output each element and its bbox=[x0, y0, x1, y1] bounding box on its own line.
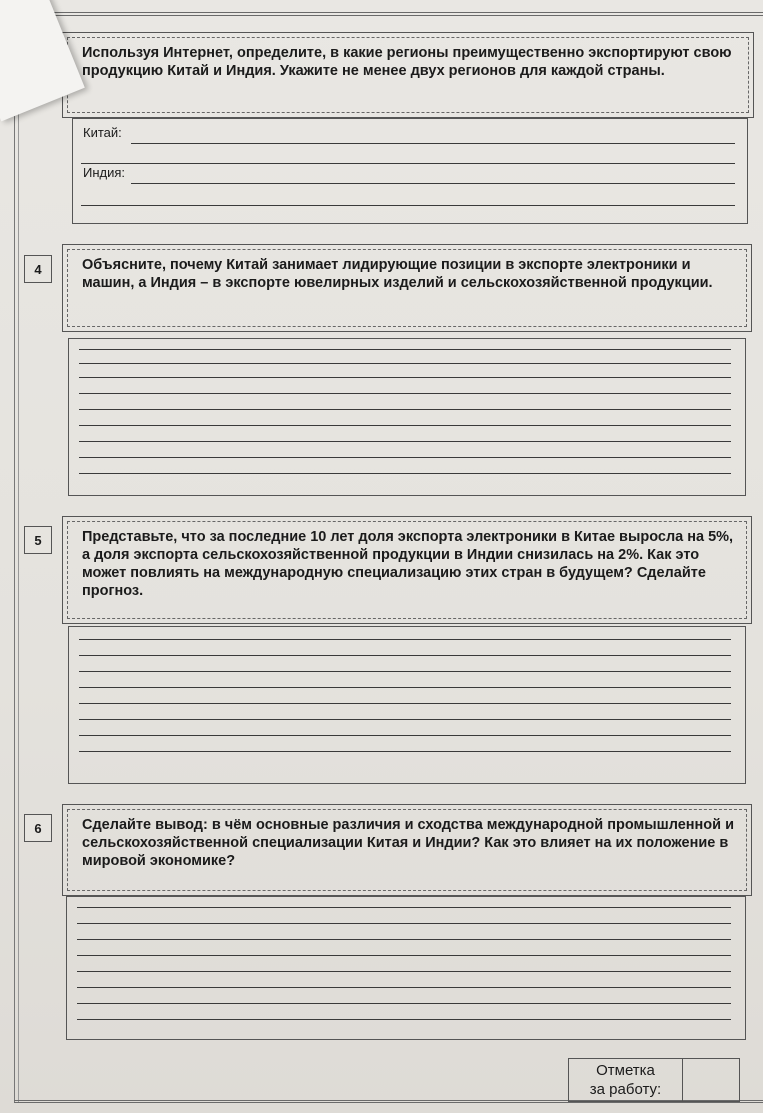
answer-line[interactable] bbox=[81, 163, 735, 164]
question-6-number: 6 bbox=[24, 814, 52, 842]
question-4-text: Объясните, почему Китай занимает лидирующие позиции в экспорте электроники и машин, а Индия – в экспорте ювелирных изделий и сельскохозяйственной продукции. bbox=[67, 249, 747, 327]
answer-line[interactable] bbox=[79, 751, 731, 752]
answer-line[interactable] bbox=[77, 907, 731, 908]
answer-line[interactable] bbox=[79, 671, 731, 672]
answer-line[interactable] bbox=[77, 971, 731, 972]
answer-line[interactable] bbox=[79, 655, 731, 656]
answer-line[interactable] bbox=[79, 377, 731, 378]
grade-box bbox=[568, 1058, 740, 1102]
question-5-box bbox=[62, 516, 752, 624]
answer-line[interactable] bbox=[79, 457, 731, 458]
left-border-inner bbox=[18, 40, 19, 1103]
answer-line[interactable] bbox=[77, 923, 731, 924]
answer-line[interactable] bbox=[79, 349, 731, 350]
question-6-answer-box[interactable] bbox=[66, 896, 746, 1040]
question-5-answer-box[interactable] bbox=[68, 626, 746, 784]
question-4-answer-box[interactable] bbox=[68, 338, 746, 496]
answer-line[interactable] bbox=[77, 1019, 731, 1020]
question-6-text: Сделайте вывод: в чём основные различия и сходства международной промышленной и сельскохозяйственной специализации Китая и Индии? Как это влияет на их положение в мировой экономике? bbox=[67, 809, 747, 891]
answer-line[interactable] bbox=[79, 393, 731, 394]
answer-line[interactable] bbox=[79, 441, 731, 442]
answer-line[interactable] bbox=[79, 703, 731, 704]
question-5-text: Представьте, что за последние 10 лет доля экспорта электроники в Китае выросла на 5%, а доля экспорта сельскохозяйственной продукции в Индии снизилась на 2%. Как это может повлиять на международную специализацию этих стран в будущем? Сделайте прогноз. bbox=[67, 521, 747, 619]
answer-line[interactable] bbox=[77, 939, 731, 940]
answer-line[interactable] bbox=[77, 955, 731, 956]
answer-line[interactable] bbox=[79, 687, 731, 688]
left-border bbox=[14, 40, 15, 1103]
answer-line[interactable] bbox=[79, 735, 731, 736]
answer-line[interactable] bbox=[79, 639, 731, 640]
question-5-number: 5 bbox=[24, 526, 52, 554]
answer-label-china: Китай: bbox=[83, 125, 122, 140]
top-border bbox=[50, 12, 763, 16]
answer-line[interactable] bbox=[79, 425, 731, 426]
answer-label-india: Индия: bbox=[83, 165, 126, 180]
answer-line[interactable] bbox=[79, 363, 731, 364]
question-3-text: Используя Интернет, определите, в какие регионы преимущественно экспортируют свою продукцию Китай и Индия. Укажите не менее двух регионов для каждой страны. bbox=[67, 37, 749, 113]
question-3-box bbox=[62, 32, 754, 118]
answer-line[interactable] bbox=[131, 143, 735, 144]
grade-label-line1: Отметка bbox=[596, 1062, 655, 1079]
question-3-answer-box[interactable] bbox=[72, 118, 748, 224]
answer-line[interactable] bbox=[79, 473, 731, 474]
question-4-box bbox=[62, 244, 752, 332]
grade-label bbox=[569, 1059, 683, 1101]
answer-line[interactable] bbox=[77, 1003, 731, 1004]
answer-line[interactable] bbox=[131, 183, 735, 184]
question-6-box bbox=[62, 804, 752, 896]
answer-line[interactable] bbox=[77, 987, 731, 988]
answer-line[interactable] bbox=[79, 719, 731, 720]
answer-line[interactable] bbox=[79, 409, 731, 410]
grade-label-line2: за работу: bbox=[589, 1081, 662, 1098]
question-4-number: 4 bbox=[24, 255, 52, 283]
answer-line[interactable] bbox=[81, 205, 735, 206]
